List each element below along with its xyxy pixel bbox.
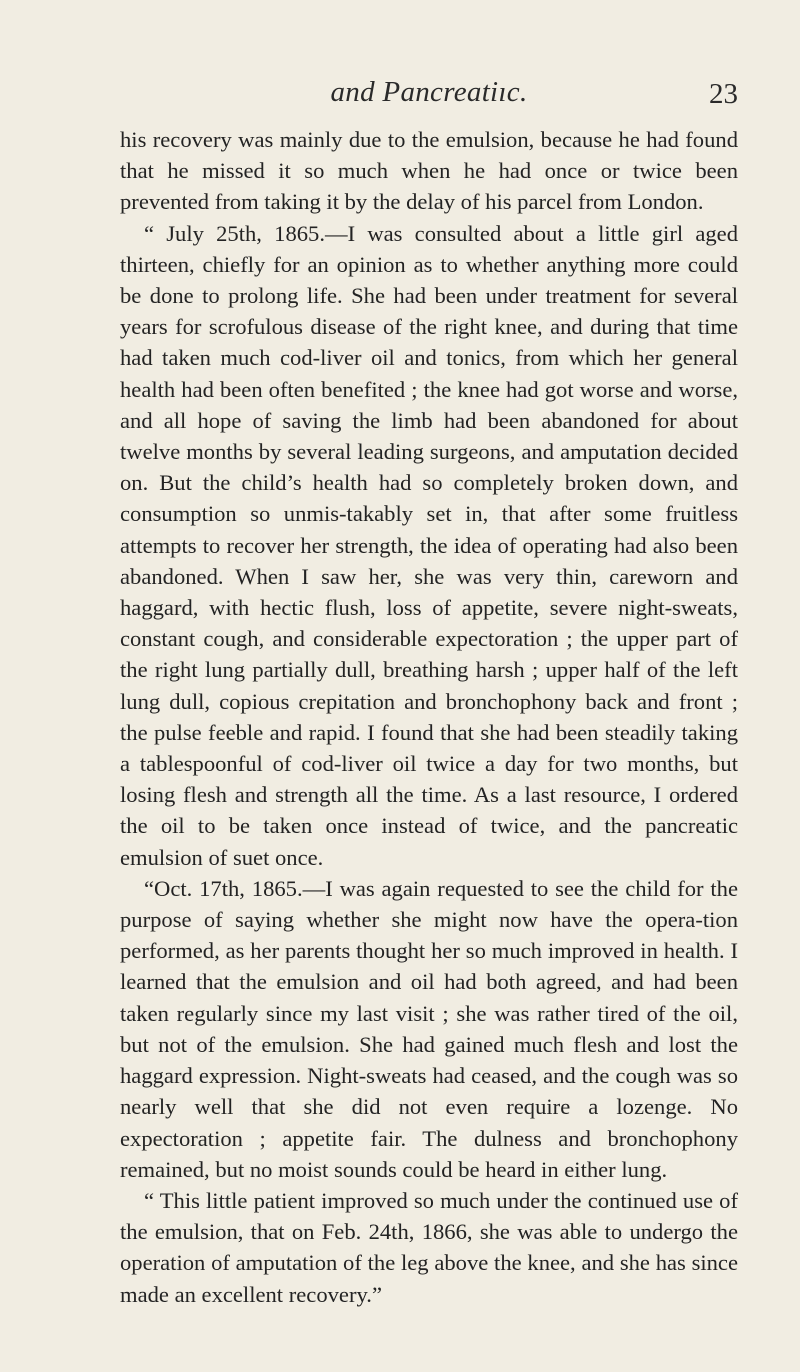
- body-text: [120, 124, 738, 1310]
- paragraph-october-followup: “Oct. 17th, 1865.—I was again requested to see the child for the purpose of saying whether she might now have the opera-tion performed, as her parents thought her so much improved in health. I learned that the emulsion and oil had both agreed, and had been taken regularly since my last visit ; she was rather tired of the oil, but not of the emulsion. She had gained much flesh and lost the haggard expression. Night-sweats had ceased, and the cough was so nearly well that she did not even require a lozenge. No expectoration ; appetite fair. The dulness and bronchophony remained, but no moist sounds could be heard in either lung.: [120, 875, 738, 1182]
- paragraph-outcome: “ This little patient improved so much under the continued use of the emulsion, that on Feb. 24th, 1866, she was able to undergo the operation of amputation of the leg above the knee, and she has since made an excellent recovery.”: [120, 1187, 738, 1307]
- paragraph-continuation: his recovery was mainly due to the emulsion, because he had found that he missed it so much when he had once or twice been prevented from taking it by the delay of his parcel from London.: [120, 127, 738, 215]
- paragraph-july-case: “ July 25th, 1865.—I was consulted about a little girl aged thirteen, chiefly for an opinion as to whether anything more could be done to prolong life. She had been under treatment for several years for scrofulous disease of the right knee, and during that time had taken much cod-liver oil and tonics, from which her general health had been often benefited ; the knee had got worse and worse, and all hope of saving the limb had been abandoned for about twelve months by several leading surgeons, and amputation decided on. But the child’s health had so completely broken down, and consumption so unmis-takably set in, that after some fruitless attempts to recover her strength, the idea of operating had also been abandoned. When I saw her, she was very thin, careworn and haggard, with hectic flush, loss of appetite, severe night-sweats, constant cough, and considerable expectoration ; the upper part of the right lung partially dull, breathing harsh ; upper half of the left lung dull, copious crepitation and bronchophony back and front ; the pulse feeble and rapid. I found that she had been steadily taking a tablespoonful of cod-liver oil twice a day for two months, but losing flesh and strength all the time. As a last resource, I ordered the oil to be taken once instead of twice, and the pancreatic emulsion of suet once.: [120, 220, 738, 870]
- page-number: 23: [709, 78, 738, 110]
- running-head: [120, 76, 738, 112]
- running-title: and Pancreatiıc.: [330, 76, 528, 108]
